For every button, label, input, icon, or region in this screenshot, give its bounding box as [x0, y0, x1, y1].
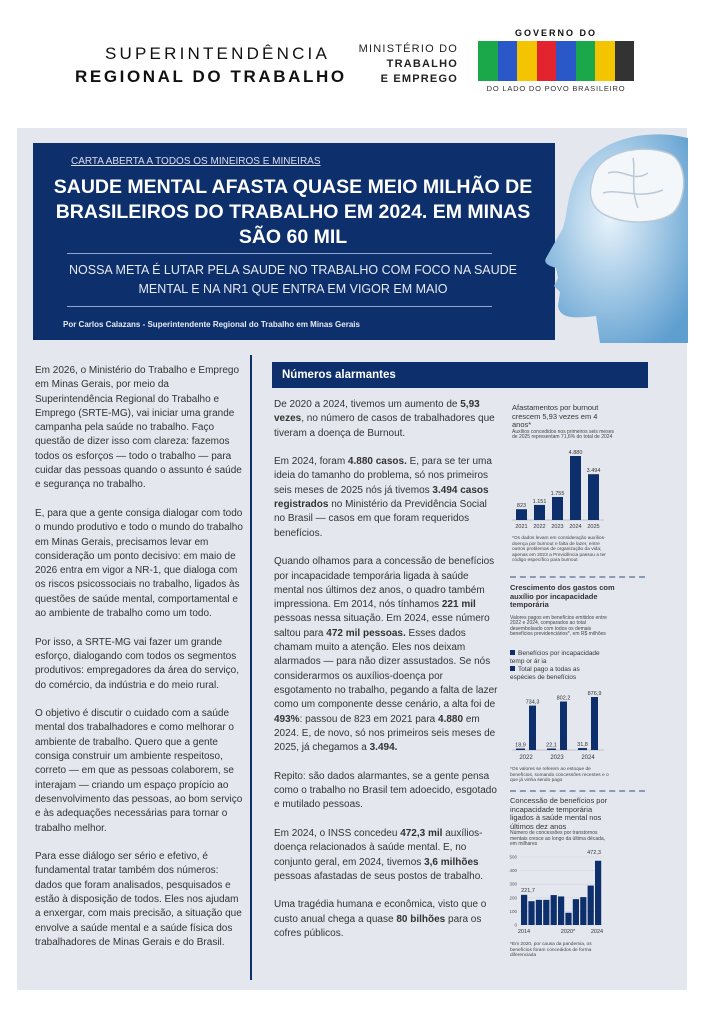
subheadline: NOSSA META É LUTAR PELA SAUDE NO TRABALHO COM FOCO NA SAUDE MENTAL E NA NR1 QUE ENTRA EM VIGOR EM MAIO	[68, 263, 518, 296]
text: Por isso, a SRTE-MG vai fazer um grande esforço, dialogando com todos os segmentos produtivos: empregadores da área do serviço, do comércio, da indústria e do meio rural.	[35, 636, 240, 691]
highlight-text: 80 bilhões	[396, 913, 446, 925]
bar	[588, 474, 599, 520]
paragraph	[35, 636, 245, 693]
bar	[521, 895, 527, 925]
logo-block	[498, 41, 518, 81]
text: Quando olhamos para a concessão de benefícios por incapacidade temporária ligada à saúde mental nos últimos dez anos, o quadro também impressiona. Em 2014, nós tínhamos	[274, 556, 495, 611]
data-label: 734,3	[525, 699, 540, 706]
bar	[578, 748, 587, 750]
data-label: 1.151	[532, 498, 547, 505]
bar	[573, 899, 579, 925]
chart3-title: Concessão de benefícios por incapacidade temporária ligados à saúde mental nos últimos dez anos	[510, 796, 608, 831]
data-label: 876,9	[587, 691, 602, 697]
highlight-text: 4.880	[438, 713, 464, 725]
data-label: 4.880	[568, 450, 583, 456]
text: Em 2024, foram	[274, 456, 348, 468]
gov-top-text: GOVERNO DO	[514, 28, 597, 38]
x-tick-label: 2021	[515, 524, 528, 530]
highlight-text: 4.880 casos.	[347, 456, 407, 468]
chart1-burnout	[508, 448, 608, 533]
x-tick-label: 2025	[587, 524, 600, 530]
paragraph	[35, 364, 245, 493]
bar	[560, 702, 567, 750]
text: E, para que a gente consiga dialogar com todo o mundo produtivo e todo o mundo do trabalho em Minas Gerais, precisamos levar em consideração um ponto decisivo: em maio de 2026 entra em vigor a NR-1, que dialoga com os riscos psicossociais no trabalho, ligados às questões de saúde mental, comportamental e ao ambiente de trabalho como um todo.	[35, 507, 243, 620]
paragraph	[274, 770, 500, 813]
data-label: 31,8	[577, 742, 588, 749]
ministry-line: TRABALHO	[386, 58, 458, 70]
y-tick-label: 100	[509, 908, 517, 914]
text: Esses dados chamam muito a atenção. Eles nos deixam alarmados — para não dizer assustados. Se nós considerarmos os auxílios-doença por esgotamento no trabalho, pegando a falta de lazer como um componente desse cenário, a alta foi de	[274, 627, 498, 711]
text: : passou de 823 em 2021 para	[299, 713, 439, 725]
bar	[536, 900, 542, 925]
text: Uma tragédia humana e econômica, visto que o custo anual chega a quase	[274, 899, 487, 925]
bar	[570, 456, 581, 520]
text: no Ministério da Previdência Social no Brasil — casos em que foram requeridos benefícios.	[274, 499, 487, 539]
headline: SAUDE MENTAL AFASTA QUASE MEIO MILHÃO DE BRASILEIROS DO TRABALHO EM 2024. EM MINAS SÃO 60 MIL	[53, 176, 533, 248]
bar	[534, 505, 545, 520]
column-divider	[250, 355, 252, 980]
text: Em 2026, o Ministério do Trabalho e Emprego em Minas Gerais, por meio da Superintendência Regional do Trabalho e Emprego (SRTE-MG), vai iniciar uma grande campanha pela saúde no trabalho. Faço questão de dizer isso com clareza: fazemos todos os esforços — todo o trabalho — para cuidar das pessoas quando o assunto é saúde e segurança no trabalho.	[35, 365, 242, 491]
logo-block	[556, 41, 576, 81]
chart2-spending	[508, 685, 608, 765]
superintendencia-title: SUPERINTENDÊNCIA	[105, 44, 331, 63]
bar	[529, 706, 536, 750]
brasil-logo-mark	[478, 41, 634, 81]
logo-block	[517, 41, 537, 81]
bar	[580, 897, 586, 925]
chart2-footnote: *Os valores se referem ao estoque de benefícios, somando concessões recentes e o que já vinha sendo pago	[510, 767, 609, 784]
data-label: 823	[516, 503, 527, 510]
text: pessoas nessa situação. Em 2024, esse número saltou para	[274, 613, 490, 639]
section-header: Números alarmantes	[272, 362, 648, 388]
divider	[67, 306, 492, 307]
chart1-subtitle: Auxílios concedidos nos primeiros seis meses de 2025 representam 71,6% do total de 2024	[512, 428, 614, 441]
ministry-line: E EMPREGO	[380, 73, 458, 85]
logo-block	[478, 41, 498, 81]
ministry-line: MINISTÉRIO DO	[358, 43, 458, 55]
chart3-subtitle: Número de concessões por transtornos mentais cresce ao longo da última década, em milhares	[510, 830, 606, 848]
legend-item	[510, 666, 605, 681]
bar	[547, 749, 556, 751]
kicker: CARTA ABERTA A TODOS OS MINEIROS E MINEIRAS	[71, 156, 321, 167]
logo-block	[576, 41, 596, 81]
data-label: 3.494	[586, 468, 601, 475]
highlight-text: 3.494.	[369, 742, 398, 754]
highlight-text: 472 mil pessoas.	[326, 627, 406, 639]
text: E, para se ter uma ideia do tamanho do problema, só nos primeiros seis meses de 2025 nós já tivemos	[274, 456, 492, 496]
legend-swatch	[510, 666, 515, 671]
data-label: 1.755	[550, 490, 565, 497]
data-label: 18,9	[515, 742, 526, 749]
data-label: 802,2	[556, 695, 571, 702]
text: para os cofres públicos.	[274, 913, 482, 939]
bar	[516, 749, 525, 751]
chart3-mental-health-concessions	[506, 848, 606, 938]
logo-block	[595, 41, 615, 81]
text: em 2024. E, de novo, só nos primeiros seis meses de 2025, já chegamos a	[274, 713, 496, 754]
chart3-header	[510, 797, 610, 848]
x-tick-label: 2022	[533, 524, 546, 530]
text: Repito: são dados alarmantes, se a gente pensa como o trabalho no Brasil tem adoecido, esgotado e mutilado pessoas.	[274, 770, 497, 811]
highlight-text: 3,6 milhões	[424, 856, 479, 868]
x-tick-label: 2023	[550, 755, 564, 761]
text: De 2020 a 2024, tivemos um aumento de	[274, 399, 461, 410]
bar	[595, 861, 601, 925]
bar	[528, 901, 534, 925]
chart1-footnote: *Os dados levam em consideração auxílios-doença por burnout e falta de lazer, entre outros problemas de organização da vida; apenas em 2023 a Previdência passou a ter código específico para burnout	[512, 536, 606, 564]
hero-banner	[33, 143, 555, 340]
paragraph	[35, 707, 245, 836]
head-brain-illustration	[538, 128, 688, 343]
chart3-footnote: *Em 2020, por causa da pandemia, os benefícios foram concedidos de forma diferenciada	[510, 942, 592, 959]
text: pessoas afastadas de seus postos de trabalho.	[274, 870, 484, 882]
gov-slogan: DO LADO DO POVO BRASILEIRO	[486, 84, 626, 93]
text: , no número de casos de trabalhadores que tiveram a doença de Burnout.	[274, 413, 495, 439]
highlight-text: 493%	[274, 713, 300, 725]
legend-label: Benefícios por incapacidade temp or ár ia	[510, 650, 600, 665]
highlight-text: 5,93 vezes	[274, 399, 480, 425]
data-label: 472,3	[587, 850, 601, 856]
x-tick-label: 2024	[581, 755, 595, 761]
bar	[516, 509, 527, 520]
y-tick-label: 300	[509, 881, 517, 887]
bar	[591, 697, 598, 750]
highlight-text: 472,3 mil	[400, 827, 443, 839]
bar	[551, 895, 557, 925]
byline: Por Carlos Calazans - Superintendente Regional do Trabalho em Minas Gerais	[63, 320, 360, 329]
x-tick-label: 2024	[569, 524, 582, 530]
x-tick-label: 2023	[551, 524, 564, 530]
x-tick-label: 2024	[590, 929, 604, 935]
paragraph	[274, 898, 500, 941]
y-tick-label: 400	[509, 868, 517, 874]
legend-label: Total pago a todas as espécies de benefícios	[510, 666, 580, 681]
bar	[565, 913, 571, 925]
intro-column	[35, 364, 245, 964]
ministry-logo-text	[350, 42, 458, 87]
governo-brasil-logo	[478, 28, 634, 93]
chart1-title: Afastamentos por burnout crescem 5,93 vezes em 4 anos*	[512, 403, 599, 429]
data-label: 22,1	[546, 742, 557, 749]
logo-block	[615, 41, 635, 81]
x-tick-label: 2014	[517, 929, 531, 935]
legend-swatch	[510, 650, 515, 655]
text: Em 2024, o INSS concedeu	[274, 827, 401, 839]
x-tick-label: 2022	[519, 755, 533, 761]
divider	[510, 790, 645, 792]
highlight-text: 3.494 casos registrados	[274, 484, 489, 511]
bar	[558, 896, 564, 925]
bar	[552, 497, 563, 520]
paragraph	[274, 555, 500, 755]
divider	[510, 576, 645, 578]
paragraph	[274, 455, 500, 541]
bar	[543, 900, 549, 925]
data-label: 221,7	[521, 887, 535, 894]
highlight-text: 221 mil	[441, 599, 476, 611]
text: auxílios-doença relacionados à saúde mental. E, no conjunto geral, em 2024, tivemos	[274, 827, 483, 868]
divider	[67, 253, 492, 254]
x-tick-label: 2020*	[560, 929, 576, 935]
y-tick-label: 0	[514, 922, 517, 928]
chart2-subtitle: Valores pagos em benefícios emitidos entre 2022 e 2024, comparados ao total desembolsado com todos os demais benefícios previdenciários*, em R$ milhões	[510, 614, 607, 638]
chart2-title: Crescimento dos gastos com auxílio por incapacidade temporária	[510, 583, 615, 609]
legend-item	[510, 650, 605, 665]
paragraph	[274, 827, 500, 884]
paragraph	[274, 398, 500, 441]
bar	[588, 886, 594, 925]
y-tick-label: 500	[509, 854, 517, 860]
logo-block	[537, 41, 557, 81]
numbers-column	[274, 398, 500, 956]
chart2-header	[510, 584, 615, 638]
chart1-header	[512, 404, 617, 441]
y-tick-label: 200	[509, 895, 517, 901]
regional-trabalho-title: REGIONAL DO TRABALHO	[75, 67, 347, 86]
paragraph	[35, 507, 245, 621]
text: Para esse diálogo ser sério e efetivo, é fundamental tratar também dos números: dados que foram analisados, pesquisados e estão à disposição de todos. Eles nos ajudam a enxergar, com mais precisão, a situação que envolve a saúde mental e a saúde física dos trabalhadores de Minas Gerais e do Brasil.	[35, 851, 242, 948]
text: O objetivo é discutir o cuidado com a saúde mental dos trabalhadores e como melhorar o ambiente de trabalho. Quero que a gente consiga construir um ambiente respeitoso, correto — em que as pessoas colaborem, se interajam — criando um espaço propício ao desenvolvimento das pessoas, ao bom serviço e às adequações necessárias para tornar o trabalho melhor.	[35, 708, 243, 834]
paragraph	[35, 850, 245, 950]
